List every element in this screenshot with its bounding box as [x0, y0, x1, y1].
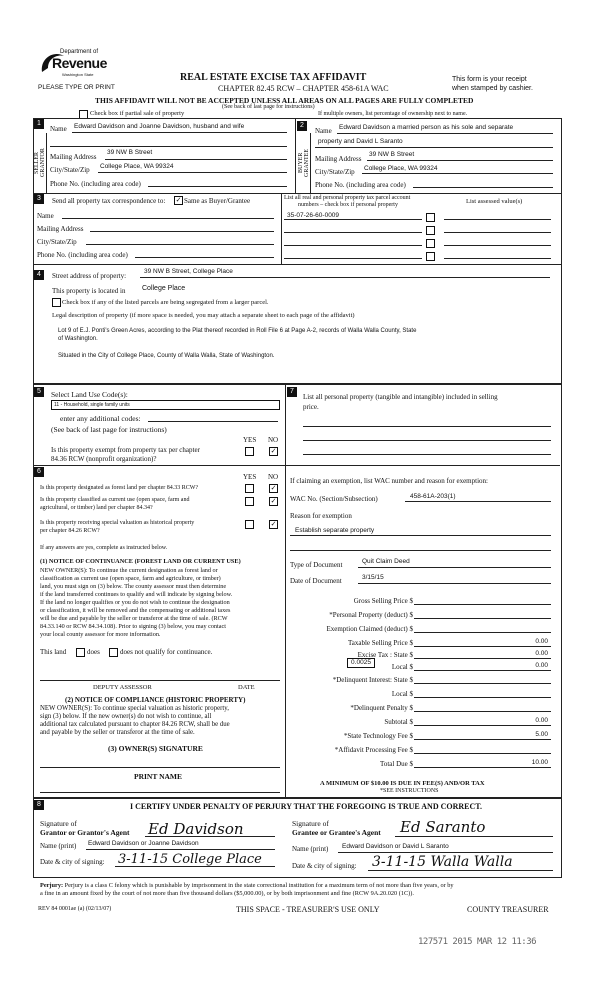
grantor-sig-label1: Signature of	[40, 819, 77, 828]
historic-question-line1: Is this property receiving special valuation as historical property	[40, 520, 195, 526]
grantor-print-label: Name (print)	[40, 842, 77, 850]
grantee-date-value[interactable]: 3-11-15 Walla Walla	[372, 854, 513, 870]
notice-continuance-title: (1) NOTICE OF CONTINUANCE (FOREST LAND OR CURRENT USE)	[40, 558, 241, 565]
county-treasurer: COUNTY TREASURER	[467, 905, 549, 914]
exempt-yes-checkbox[interactable]	[245, 447, 254, 456]
section-4-box	[33, 264, 562, 384]
doc-type-value[interactable]: Quit Claim Deed	[362, 558, 410, 565]
grantee-print-value[interactable]: Edward Davidson or David L Saranto	[342, 843, 449, 850]
reason-label: Reason for exemption	[290, 512, 352, 520]
form-title: REAL ESTATE EXCISE TAX AFFIDAVIT	[180, 72, 367, 83]
tax-row-line	[414, 658, 551, 659]
forest-yes-checkbox[interactable]	[245, 484, 254, 493]
forest-question: Is this property designated as forest land per chapter 84.33 RCW?	[40, 485, 199, 491]
legal-line3: Situated in the City of College Place, County of Walla Walla, State of Washington.	[58, 353, 275, 359]
historic-no-checkbox[interactable]: ✓	[270, 520, 277, 528]
forest-no-checkbox[interactable]: ✓	[270, 484, 277, 492]
type-or-print: PLEASE TYPE OR PRINT	[38, 84, 115, 91]
notice2-line2: sign (3) below. If the new owner(s) do not wish to continue, all	[40, 713, 212, 720]
reason-value[interactable]: Establish separate property	[295, 527, 375, 534]
tax-row-line	[414, 753, 551, 754]
parcel-header-line2: numbers – check box if personal property	[298, 202, 398, 208]
tax-row-label: Local $	[391, 663, 413, 671]
notice2-line1: NEW OWNER(S): To continue special valuation as historic property,	[40, 705, 229, 712]
tax-row-value[interactable]: 0.00	[535, 662, 548, 669]
local-rate-value[interactable]: 0.0025	[347, 658, 375, 668]
grantor-print-value[interactable]: Edward Davidson or Joanne Davidson	[88, 840, 199, 847]
notice1-line7: will be due and payable by the seller or transferor at the time of sale. (RCW	[40, 615, 228, 622]
exempt-question-line1: Is this property exempt from property tax per chapter	[51, 446, 200, 454]
receipt-line1: This form is your receipt	[452, 76, 527, 83]
tax-row-label: *Affidavit Processing Fee $	[334, 746, 413, 754]
tax-row-line	[414, 618, 551, 619]
notice1-line2: classification as current use (open space, farm and agriculture, or timber)	[40, 575, 221, 582]
yes-header-5: YES	[243, 436, 257, 444]
current-use-question-line1: Is this property classified as current use (open space, farm and	[40, 497, 190, 503]
tax-row-label: Local $	[391, 690, 413, 698]
legal-line2: of Washington.	[58, 336, 98, 342]
seller-side-label: SELLER GRANTOR	[34, 148, 46, 178]
tax-row-line	[414, 697, 551, 698]
section-2-number: 2	[297, 121, 307, 131]
notice1-line3: land, you must sign on (3) below. The county assessor must then determine	[40, 583, 227, 590]
personal-property-line1: List all personal property (tangible and intangible) included in selling	[303, 393, 498, 401]
grantee-signature[interactable]: Ed Saranto	[400, 818, 486, 836]
tax-row-line	[414, 711, 551, 712]
segregated-checkbox[interactable]	[52, 298, 61, 307]
personal-property-checkbox-2[interactable]	[426, 226, 435, 235]
if-yes-note: If any answers are yes, complete as instructed below.	[40, 545, 168, 551]
legal-description-label: Legal description of property (if more space is needed, you may attach a separate sheet to each page of the affidavit)	[52, 312, 355, 319]
personal-property-checkbox-3[interactable]	[426, 239, 435, 248]
exempt-question-line2: 84.36 RCW (nonprofit organization)?	[51, 455, 157, 463]
assessor-date-label: DATE	[238, 684, 255, 691]
section-6-number: 6	[34, 467, 44, 477]
seller-city-label: City/State/Zip	[50, 166, 90, 174]
multiple-owners-note: If multiple owners, list percentage of ownership next to name.	[318, 111, 468, 117]
section-8-number: 8	[34, 800, 44, 810]
tax-row-line	[414, 632, 551, 633]
partial-sale-label: Check box if partial sale of property	[90, 110, 185, 117]
tax-row-line	[414, 646, 551, 647]
buyer-side-label: BUYER GRANTEE	[298, 149, 310, 177]
legal-line1: Lot 9 of E.J. Ponti's Green Acres, according to the Plat thereof recorded in Roll File 6 at Page A-2, records of Walla Walla County, State	[58, 328, 417, 334]
doc-type-label: Type of Document	[290, 561, 343, 569]
tax-row-value[interactable]: 5.00	[535, 731, 548, 738]
street-address-value[interactable]: 39 NW B Street, College Place	[144, 268, 233, 275]
see-back-label: (See back of last page for instructions)	[51, 425, 167, 434]
corr-address-label: Mailing Address	[37, 225, 84, 233]
grantee-print-label: Name (print)	[292, 845, 329, 853]
grantee-sig-label1: Signature of	[292, 819, 329, 828]
parcel-number[interactable]: 35-07-26-60-0009	[287, 212, 340, 219]
corr-name-label: Name	[37, 212, 54, 220]
dept-line3: Washington State	[62, 72, 94, 77]
tax-row-line	[414, 683, 551, 684]
seller-address-label: Mailing Address	[50, 153, 97, 161]
claim-exemption-label: If claiming an exemption, list WAC number and reason for exemption:	[290, 477, 488, 485]
grantor-sig-label2: Grantor or Grantor's Agent	[40, 828, 130, 837]
tax-row-line	[414, 767, 551, 768]
same-as-buyer-label: Same as Buyer/Grantee	[184, 197, 251, 205]
located-in-label: This property is located in	[52, 287, 126, 295]
this-land-label: This land	[40, 648, 67, 656]
tax-row-value[interactable]: 10.00	[531, 759, 548, 766]
no-header-6: NO	[268, 473, 279, 481]
land-does-not-checkbox[interactable]	[109, 648, 118, 657]
grantee-sig-label2: Grantee or Grantee's Agent	[292, 828, 381, 837]
personal-property-checkbox-1[interactable]	[426, 213, 435, 222]
minimum-due-line1: A MINIMUM OF $10.00 IS DUE IN FEE(S) AND/OR TAX	[320, 780, 485, 787]
historic-question-line2: per chapter 84.26 RCW?	[40, 528, 100, 534]
print-name-label: PRINT NAME	[134, 772, 182, 781]
notice1-line8: 84.33.140 or RCW 84.34.108). Prior to signing (3) below, you may contact	[40, 623, 226, 630]
tax-row-label: Taxable Selling Price $	[347, 639, 413, 647]
buyer-name-label: Name	[315, 127, 332, 135]
land-does-checkbox[interactable]	[76, 648, 85, 657]
not-accepted-notice: THIS AFFIDAVIT WILL NOT BE ACCEPTED UNLESS ALL AREAS ON ALL PAGES ARE FULLY COMPLETED	[95, 96, 474, 105]
owner-signature-label: (3) OWNER(S) SIGNATURE	[108, 744, 203, 753]
form-chapter: CHAPTER 82.45 RCW – CHAPTER 458-61A WAC	[218, 84, 389, 93]
seller-address-value[interactable]: 39 NW B Street	[107, 149, 153, 156]
seller-name-label: Name	[50, 125, 67, 133]
land-does-not-label: does not qualify for continuance.	[120, 648, 213, 656]
dept-line1: Department of	[60, 49, 99, 55]
same-as-buyer-checkbox[interactable]: ✓	[175, 196, 182, 204]
historic-yes-checkbox[interactable]	[245, 520, 254, 529]
doc-date-value[interactable]: 3/15/15	[362, 574, 384, 581]
send-correspondence-label: Send all property tax correspondence to:	[52, 197, 166, 205]
wac-value[interactable]: 458-61A-203(1)	[410, 493, 456, 500]
tax-row-label: Subtotal $	[384, 718, 413, 726]
grantor-date-value[interactable]: 3-11-15 College Place	[118, 852, 262, 867]
land-use-label: Select Land Use Code(s):	[51, 390, 128, 399]
exempt-no-checkbox[interactable]: ✓	[270, 447, 277, 455]
tax-row-label: *State Technology Fee $	[343, 732, 413, 740]
seller-name-value[interactable]: Edward Davidson and Joanne Davidson, husband and wife	[74, 123, 245, 130]
personal-property-line2: price.	[303, 403, 319, 411]
tax-row-line	[414, 604, 551, 605]
treasurer-stamp: 127571 2015 MAR 12 11:36	[418, 937, 537, 947]
assessed-header: List assessed value(s)	[466, 198, 523, 205]
notice1-line4: if the land transferred continues to qualify and will indicate by signing below.	[40, 591, 233, 598]
notice1-line9: your local county assessor for more information.	[40, 631, 161, 638]
tax-row-line	[414, 670, 551, 671]
personal-property-checkbox-4[interactable]	[426, 252, 435, 261]
tax-row-label: *Personal Property (deduct) $	[329, 611, 413, 619]
no-header-5: NO	[268, 436, 279, 444]
corr-city-label: City/State/Zip	[37, 238, 77, 246]
treasurer-space: THIS SPACE - TREASURER'S USE ONLY	[236, 905, 380, 914]
additional-codes-label: enter any additional codes:	[60, 414, 141, 423]
tax-row-label: Total Due $	[380, 760, 413, 768]
notice1-line1: NEW OWNER(S): To continue the current designation as forest land or	[40, 567, 218, 574]
section-1-number: 1	[34, 119, 44, 129]
minimum-due-line2: *SEE INSTRUCTIONS	[380, 788, 439, 794]
land-does-label: does	[87, 648, 100, 656]
tax-row-label: *Delinquent Interest: State $	[332, 676, 413, 684]
section-3-number: 3	[34, 194, 44, 204]
buyer-city-value[interactable]: College Place, WA 99324	[364, 165, 438, 172]
grantee-date-label: Date & city of signing:	[292, 862, 357, 870]
land-use-select[interactable]: 11 - Household, single family units	[51, 400, 280, 410]
perjury-line2: a fine in an amount fixed by the court of not more than five thousand dollars ($5,000.00), or by both imprisonment and fine (RCW 9A.20.020 (1C)).	[40, 890, 414, 897]
notice1-line5: If the land no longer qualifies or you do not wish to continue the designation	[40, 599, 230, 606]
doc-date-label: Date of Document	[290, 577, 342, 585]
seller-phone-label: Phone No. (including area code)	[50, 180, 141, 188]
yes-header-6: YES	[243, 473, 257, 481]
tax-row-value[interactable]: 0.00	[535, 638, 548, 645]
instructions-ref: (See back of last page for instructions)	[222, 104, 315, 110]
receipt-line2: when stamped by cashier.	[452, 85, 533, 92]
tax-row-value[interactable]: 0.00	[535, 650, 548, 657]
section-4-number: 4	[34, 270, 44, 280]
tax-row-label: Gross Selling Price $	[353, 597, 413, 605]
tax-row-line	[414, 725, 551, 726]
current-use-no-checkbox[interactable]: ✓	[270, 497, 277, 505]
current-use-yes-checkbox[interactable]	[245, 497, 254, 506]
segregated-label: Check box if any of the listed parcels are being segregated from a larger parcel.	[62, 299, 269, 306]
seller-city-value[interactable]: College Place, WA 99324	[100, 163, 174, 170]
grantor-date-label: Date & city of signing:	[40, 858, 105, 866]
tax-row-label: Excise Tax : State $	[357, 651, 413, 659]
buyer-address-label: Mailing Address	[315, 155, 362, 163]
section-7-number: 7	[287, 387, 297, 397]
buyer-name-line1[interactable]: Edward Davidson a married person as his sole and separate	[339, 124, 514, 131]
dor-logo	[38, 46, 118, 82]
notice2-line3: additional tax calculated pursuant to chapter 84.26 RCW, shall be due	[40, 721, 230, 728]
buyer-phone-label: Phone No. (including area code)	[315, 181, 406, 189]
buyer-name-line2[interactable]: property and David L Saranto	[318, 138, 403, 145]
buyer-address-value[interactable]: 39 NW B Street	[369, 151, 415, 158]
buyer-city-label: City/State/Zip	[315, 168, 355, 176]
certify-statement: I CERTIFY UNDER PENALTY OF PERJURY THAT THE FOREGOING IS TRUE AND CORRECT.	[130, 802, 483, 811]
deputy-assessor-label: DEPUTY ASSESSOR	[93, 684, 152, 691]
perjury-line1: Perjury is a class C felony which is punishable by imprisonment in the state correctional institution for a maximum term of not more than five years, or by	[64, 882, 454, 889]
dept-line2: Revenue	[52, 55, 107, 71]
perjury-notice	[40, 882, 555, 898]
located-in-value[interactable]: College Place	[142, 285, 186, 292]
tax-row-line	[414, 739, 551, 740]
notice2-line4: and payable by the seller or transferor at the time of sale.	[40, 729, 195, 736]
section-5-number: 5	[34, 387, 44, 397]
notice1-line6: or classification, it will be removed and the compensating or additional taxes	[40, 607, 231, 614]
perjury-label: Perjury:	[40, 882, 64, 889]
tax-row-value[interactable]: 0.00	[535, 717, 548, 724]
street-address-label: Street address of property:	[52, 272, 127, 280]
parcel-header-line1: List all real and personal property tax parcel account	[284, 195, 411, 201]
tax-row-label: *Delinquent Penalty $	[350, 704, 413, 712]
current-use-question-line2: agricultural, or timber) land per chapter 84.34?	[40, 505, 153, 511]
wac-label: WAC No. (Section/Subsection)	[290, 495, 378, 503]
corr-phone-label: Phone No. (including area code)	[37, 251, 128, 259]
form-number: REV 84 0001ae (a) (02/13/07)	[38, 906, 112, 912]
grantor-signature[interactable]: Ed Davidson	[148, 820, 244, 838]
tax-row-label: Exemption Claimed (deduct) $	[326, 625, 413, 633]
notice-compliance-title: (2) NOTICE OF COMPLIANCE (HISTORIC PROPERTY)	[65, 696, 246, 704]
